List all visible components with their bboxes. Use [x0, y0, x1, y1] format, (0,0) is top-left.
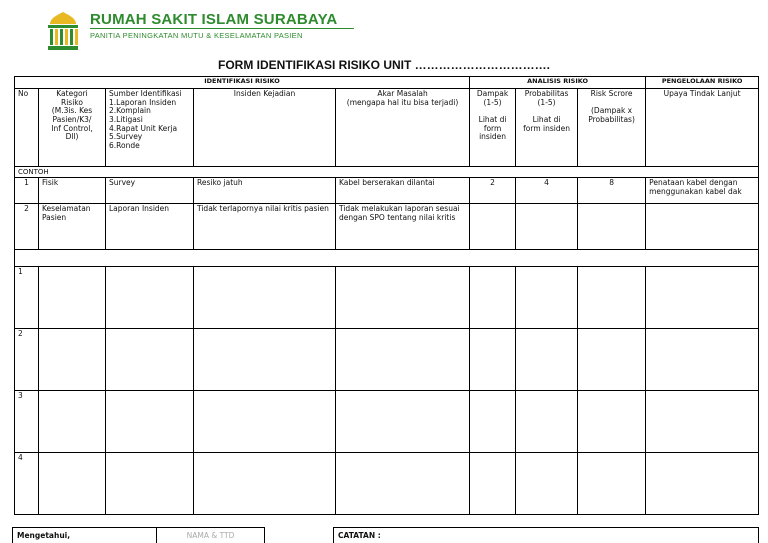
col-insiden: Insiden Kejadian — [194, 89, 336, 167]
entry-row — [15, 391, 759, 453]
entry-dampak[interactable] — [470, 329, 516, 391]
signature-table — [12, 527, 265, 543]
col-risk-score: Risk Scrore (Dampak x Probabilitas) — [578, 89, 646, 167]
entry-upaya[interactable] — [646, 267, 759, 329]
entry-akar[interactable] — [336, 391, 470, 453]
example-risk-score — [578, 204, 646, 250]
example-insiden: Tidak terlapornya nilai kritis pasien — [194, 204, 336, 250]
entry-probabilitas[interactable] — [516, 329, 578, 391]
entry-akar[interactable] — [336, 453, 470, 515]
contoh-row — [15, 167, 759, 178]
example-row — [15, 178, 759, 204]
example-no: 2 — [15, 204, 39, 250]
example-risk-score: 8 — [578, 178, 646, 204]
entry-insiden[interactable] — [194, 267, 336, 329]
col-kategori: Kategori Risiko (M.3is. Kes Pasien/K3/ Inf Control, Dll) — [39, 89, 106, 167]
entry-sumber[interactable] — [106, 267, 194, 329]
example-dampak: 2 — [470, 178, 516, 204]
col-upaya: Upaya Tindak Lanjut — [646, 89, 759, 167]
example-kategori: Fisik — [39, 178, 106, 204]
entry-akar[interactable] — [336, 329, 470, 391]
entry-row — [15, 329, 759, 391]
section-pengelolaan: PENGELOLAAN RISIKO — [646, 77, 759, 89]
notes-box[interactable] — [333, 527, 759, 543]
example-kategori: Keselamatan Pasien — [39, 204, 106, 250]
header-divider — [90, 28, 354, 29]
entry-no: 1 — [15, 267, 39, 329]
example-no: 1 — [15, 178, 39, 204]
col-sumber: Sumber Identifikasi 1.Laporan Insiden 2.Komplain 3.Litigasi 4.Rapat Unit Kerja 5.Survey 6.Ronde — [106, 89, 194, 167]
entry-dampak[interactable] — [470, 391, 516, 453]
entry-kategori[interactable] — [39, 329, 106, 391]
entry-no: 2 — [15, 329, 39, 391]
entry-risk-score[interactable] — [578, 453, 646, 515]
column-header-row — [15, 89, 759, 167]
col-no: No — [15, 89, 39, 167]
entry-dampak[interactable] — [470, 453, 516, 515]
hospital-logo-icon — [44, 10, 82, 52]
col-dampak: Dampak (1-5) Lihat di form insiden — [470, 89, 516, 167]
section-identifikasi: IDENTIFIKASI RISIKO — [15, 77, 470, 89]
entry-sumber[interactable] — [106, 329, 194, 391]
entry-probabilitas[interactable] — [516, 391, 578, 453]
entry-insiden[interactable] — [194, 453, 336, 515]
entry-probabilitas[interactable] — [516, 453, 578, 515]
entry-upaya[interactable] — [646, 391, 759, 453]
committee-name: PANITIA PENINGKATAN MUTU & KESELAMATAN PASIEN — [90, 31, 303, 40]
document-header — [44, 10, 364, 54]
entry-kategori[interactable] — [39, 267, 106, 329]
example-upaya — [646, 204, 759, 250]
section-analisis: ANALISIS RISIKO — [470, 77, 646, 89]
example-upaya: Penataan kabel dengan menggunakan kabel dak — [646, 178, 759, 204]
example-akar: Kabel berserakan dilantai — [336, 178, 470, 204]
example-row — [15, 204, 759, 250]
notes-label: CATATAN : — [338, 531, 381, 540]
entry-insiden[interactable] — [194, 329, 336, 391]
entry-akar[interactable] — [336, 267, 470, 329]
entry-row — [15, 453, 759, 515]
entry-sumber[interactable] — [106, 453, 194, 515]
risk-identification-table — [14, 76, 759, 515]
section-header-row — [15, 77, 759, 89]
entry-risk-score[interactable] — [578, 329, 646, 391]
separator-cell — [15, 250, 759, 267]
example-sumber: Survey — [106, 178, 194, 204]
example-akar: Tidak melakukan laporan sesuai dengan SPO tentang nilai kritis — [336, 204, 470, 250]
entry-dampak[interactable] — [470, 267, 516, 329]
entry-probabilitas[interactable] — [516, 267, 578, 329]
entry-upaya[interactable] — [646, 329, 759, 391]
contoh-label: CONTOH — [15, 167, 759, 178]
entry-kategori[interactable] — [39, 391, 106, 453]
separator-row — [15, 250, 759, 267]
entry-insiden[interactable] — [194, 391, 336, 453]
example-probabilitas — [516, 204, 578, 250]
entry-kategori[interactable] — [39, 453, 106, 515]
entry-no: 3 — [15, 391, 39, 453]
mengetahui-label: Mengetahui, — [13, 528, 157, 543]
hospital-name: RUMAH SAKIT ISLAM SURABAYA — [90, 11, 338, 28]
name-signature-field[interactable]: NAMA & TTD — [157, 528, 265, 543]
form-title: FORM IDENTIFIKASI RISIKO UNIT ……………………………. — [218, 58, 550, 72]
col-akar: Akar Masalah (mengapa hal itu bisa terjadi) — [336, 89, 470, 167]
entry-risk-score[interactable] — [578, 267, 646, 329]
col-probabilitas: Probabilitas (1-5) Lihat di form insiden — [516, 89, 578, 167]
entry-upaya[interactable] — [646, 453, 759, 515]
example-probabilitas: 4 — [516, 178, 578, 204]
entry-sumber[interactable] — [106, 391, 194, 453]
example-sumber: Laporan Insiden — [106, 204, 194, 250]
entry-row — [15, 267, 759, 329]
example-dampak — [470, 204, 516, 250]
entry-no: 4 — [15, 453, 39, 515]
entry-risk-score[interactable] — [578, 391, 646, 453]
example-insiden: Resiko jatuh — [194, 178, 336, 204]
